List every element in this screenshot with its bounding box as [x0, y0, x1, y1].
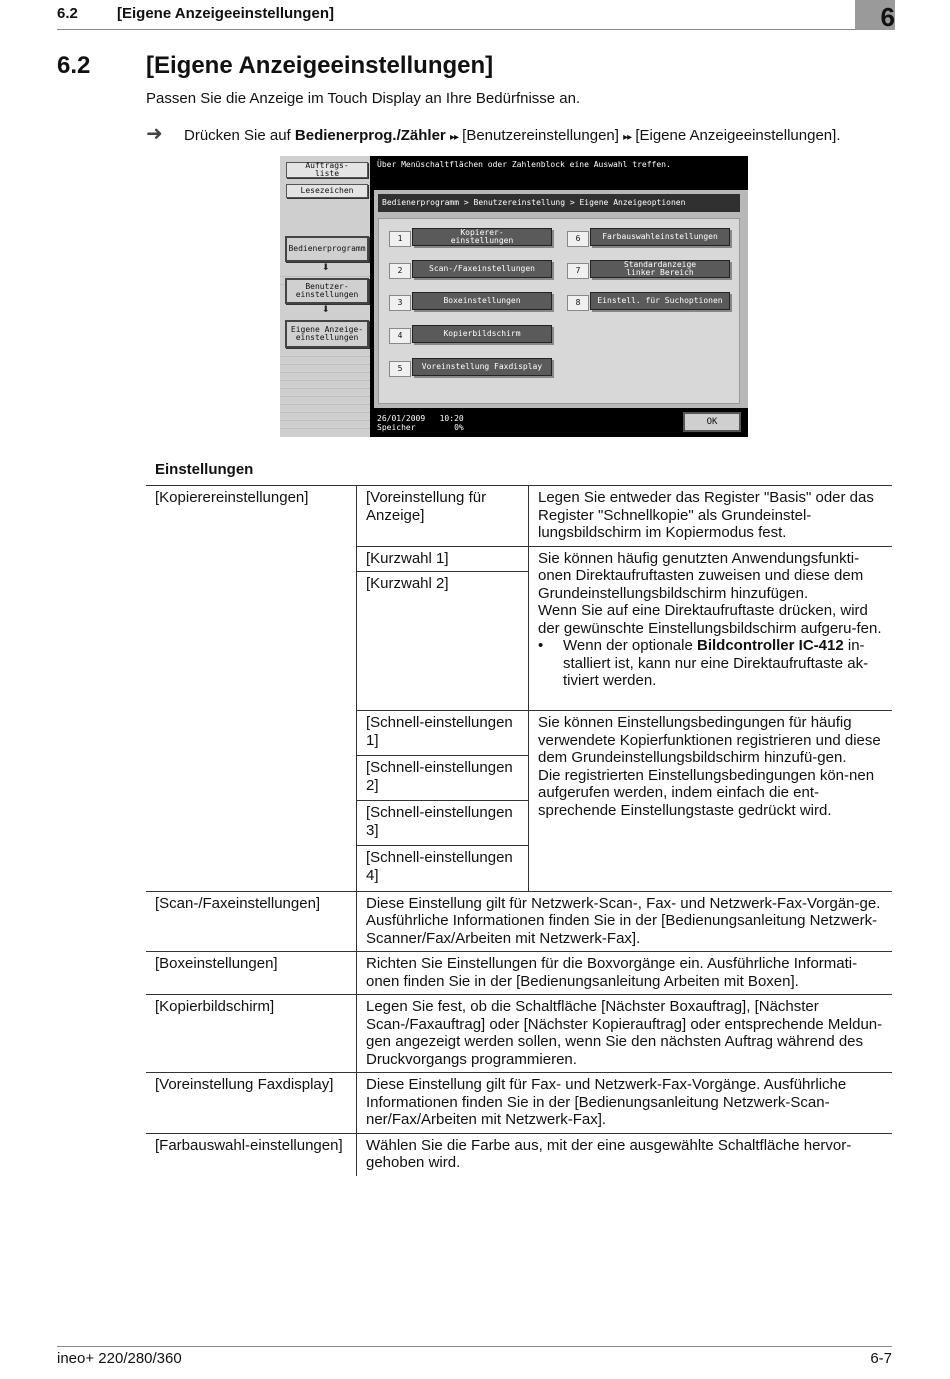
cell-label: [Boxeinstellungen]	[146, 952, 357, 995]
note-list	[538, 637, 884, 690]
menu-fax-display-default[interactable]: Voreinstellung Faxdisplay	[412, 358, 552, 376]
menu-copy-screen[interactable]: Kopierbildschirm	[412, 325, 552, 343]
custom-display-button[interactable]: Eigene Anzeige- einstellungen	[285, 320, 369, 348]
cell-label: [Farbauswahl-einstellungen]	[146, 1133, 357, 1176]
menu-number: 2	[389, 263, 411, 279]
cell-label: [Scan-/Faxeinstellungen]	[146, 891, 357, 952]
section-number: 6.2	[57, 52, 91, 79]
description-text: Die registrierten Einstellungsbedingungen kön-nen aufgerufen werden, indem einfach die ent-sprechende Einstellungstaste gedrückt wird.	[538, 766, 875, 819]
step-arrow-icon: ➜	[146, 123, 163, 145]
cell-option: [Schnell-einstellungen 4]	[357, 846, 529, 891]
cell-option: [Schnell-einstellungen 3]	[357, 801, 529, 846]
bookmark-button[interactable]: Lesezeichen	[286, 184, 368, 198]
menu-number: 4	[389, 328, 411, 344]
settings-table	[146, 485, 892, 1176]
table-row	[146, 1133, 892, 1176]
step-prefix: Drücken Sie auf	[184, 127, 295, 144]
screen-breadcrumb: Bedienerprogramm > Benutzereinstellung > Eigene Anzeigeoptionen	[378, 194, 740, 212]
description-text: Wenn Sie auf eine Direktaufruftaste drücken, wird der gewünschte Einstellungsbildschirm aufgeru-fen.	[538, 602, 882, 637]
menu-panel	[378, 218, 740, 404]
menu-default-left-panel[interactable]: Standardanzeige linker Bereich	[590, 260, 730, 278]
note-item: • Wenn der optionale Bildcontroller IC-412 in-stalliert ist, kann nur eine Direktaufruftaste ak-tiviert werden.	[538, 637, 884, 690]
menu-box-settings[interactable]: Boxeinstellungen	[412, 292, 552, 310]
header-section-number: 6.2	[57, 5, 78, 22]
description-text: Sie können häufig genutzten Anwendungsfunkti-onen Direktaufruftasten zuweisen und diese dem Grundeinstellungsbildschirm hinzufügen.	[538, 549, 864, 602]
screen-message: Über Menüschaltflächen oder Zahlenblock eine Auswahl treffen.	[374, 156, 746, 188]
step-instruction	[184, 127, 840, 144]
cell-description	[529, 546, 893, 711]
step-key: Bedienerprog./Zähler	[294, 127, 446, 144]
table-row	[146, 1073, 892, 1134]
cell-description: Legen Sie fest, ob die Schaltfläche [Nächster Boxauftrag], [Nächster Scan-/Faxauftrag] oder [Nächster Kopierauftrag] oder entsprechende Meldun-gen angezeigt werden sollen, wenn Sie den nächsten Auftrag während des Druckvorgangs programmieren.	[357, 995, 893, 1073]
ok-button[interactable]: OK	[683, 412, 741, 432]
cell-option: [Kurzwahl 1]	[357, 546, 529, 572]
description-text: Sie können Einstellungsbedingungen für häufig verwendete Kopierfunktionen registrieren und diese dem Grundeinstellungsbildschirm hinzufü-gen.	[538, 714, 881, 766]
cell-description: Diese Einstellung gilt für Netzwerk-Scan-, Fax- und Netzwerk-Fax-Vorgän-ge. Ausführliche Informationen finden Sie in der [Bedienungsanleitung Netzwerk-Scanner/Fax/Arbeiten mit Netzwerk-Fax].	[357, 891, 893, 952]
intro-text: Passen Sie die Anzeige im Touch Display an Ihre Bedürfnisse an.	[146, 90, 581, 107]
cell-description: Richten Sie Einstellungen für die Boxvorgänge ein. Ausführliche Informati-onen finden Sie in der [Bedienungsanleitung Arbeiten mit Boxen].	[357, 952, 893, 995]
chapter-number: 6	[880, 2, 895, 32]
table-title: Einstellungen	[155, 461, 254, 478]
menu-scan-fax-settings[interactable]: Scan-/Faxeinstellungen	[412, 260, 552, 278]
cell-description	[529, 711, 893, 891]
menu-number: 5	[389, 361, 411, 377]
fast-forward-icon: ▸▸	[623, 132, 632, 143]
menu-number: 7	[567, 263, 589, 279]
table-row	[146, 952, 892, 995]
menu-copier-settings[interactable]: Kopierer- einstellungen	[412, 228, 552, 246]
arrow-down-icon: ⬇	[322, 304, 330, 314]
section-title: [Eigene Anzeigeeinstellungen]	[146, 52, 494, 79]
cell-option: [Schnell-einstellungen 2]	[357, 756, 529, 801]
cell-option: [Schnell-einstellungen 1]	[357, 711, 529, 756]
menu-number: 1	[389, 231, 411, 247]
table-row	[146, 891, 892, 952]
screen-left-panel	[280, 156, 370, 437]
job-list-button[interactable]: Auftrags- liste	[286, 162, 368, 178]
step-path-2: [Eigene Anzeigeeinstellungen].	[631, 127, 841, 144]
table-row	[146, 486, 892, 547]
cell-description: Legen Sie entweder das Register "Basis" oder das Register "Schnellkopie" als Grundeinstel-lungsbildschirm im Kopiermodus fest.	[529, 486, 893, 547]
utility-button[interactable]: Bedienerprogramm	[285, 236, 369, 262]
screen-status-bar: 26/01/2009 10:20 Speicher 0%	[374, 410, 674, 437]
menu-search-options[interactable]: Einstell. für Suchoptionen	[590, 292, 730, 310]
footer-page-number: 6-7	[870, 1350, 892, 1367]
cell-label: [Kopierereinstellungen]	[146, 486, 357, 892]
fast-forward-icon: ▸▸	[449, 132, 458, 143]
screen-main-area	[374, 190, 748, 408]
menu-number: 3	[389, 295, 411, 311]
cell-label: [Voreinstellung Faxdisplay]	[146, 1073, 357, 1134]
cell-option: [Voreinstellung für Anzeige]	[357, 486, 529, 547]
menu-number: 6	[567, 231, 589, 247]
arrow-down-icon: ⬇	[322, 262, 330, 272]
cell-option: [Kurzwahl 2]	[357, 572, 529, 711]
step-path-1: [Benutzereinstellungen]	[457, 127, 624, 144]
cell-description: Wählen Sie die Farbe aus, mit der eine ausgewählte Schaltfläche hervor-gehoben wird.	[357, 1133, 893, 1176]
user-settings-button[interactable]: Benutzer- einstellungen	[285, 278, 369, 304]
menu-number: 8	[567, 295, 589, 311]
footer-model: ineo+ 220/280/360	[57, 1350, 182, 1367]
cell-description: Diese Einstellung gilt für Fax- und Netzwerk-Fax-Vorgänge. Ausführliche Informationen finden Sie in der [Bedienungsanleitung Netzwerk-Scan-ner/Fax/Arbeiten mit Netzwerk-Fax].	[357, 1073, 893, 1134]
header-rule	[57, 29, 855, 30]
footer-rule	[57, 1346, 892, 1347]
cell-label: [Kopierbildschirm]	[146, 995, 357, 1073]
header-section-title: [Eigene Anzeigeeinstellungen]	[117, 5, 334, 22]
table-row	[146, 995, 892, 1073]
touch-display-screenshot	[280, 156, 748, 437]
menu-color-selection[interactable]: Farbauswahleinstellungen	[590, 228, 730, 246]
